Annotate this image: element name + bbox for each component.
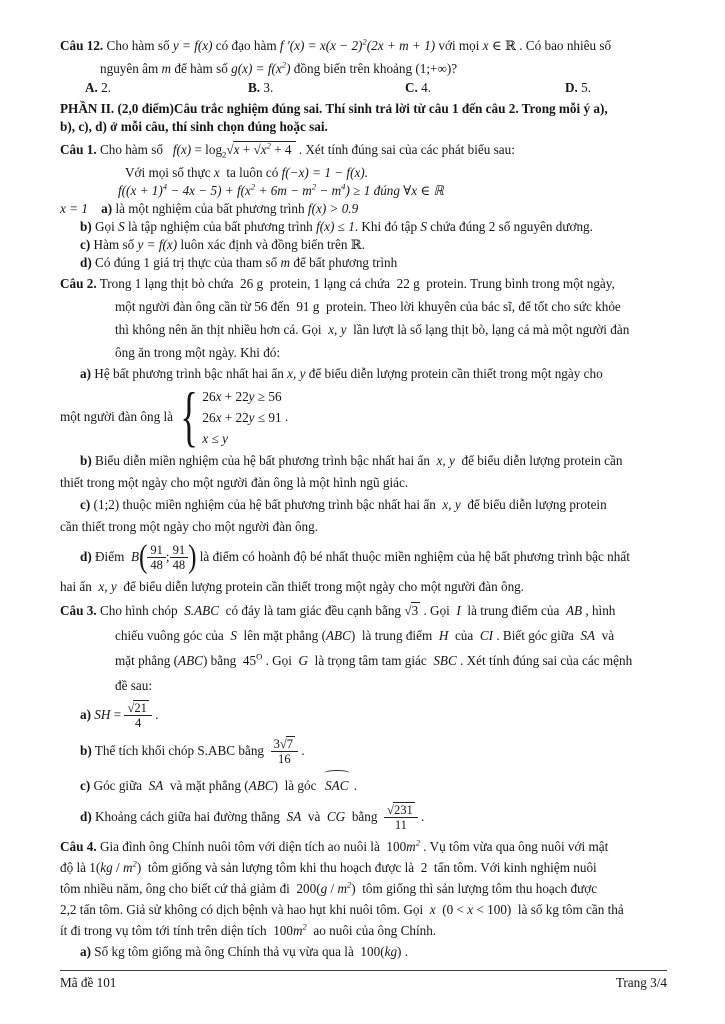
footer-page-number: Trang 3/4 [615,975,667,990]
option-a: A. 2. [85,80,112,95]
question-12-options [60,80,670,100]
question-2-item-c-line-2: cần thiết trong một ngày cho một người đàn ông. [60,519,319,534]
question-4-line-5: ít đi trong vụ tôm tới tính trên diện tích $100m^2$ ao nuôi của ông Chính. [60,921,437,938]
question-3-item-b: b) Thể tích khối chóp S.ABC bằng $\frac{3√7}{16}$ . [80,737,305,767]
question-1-item-b: b) Gọi S là tập nghiệm của bất phương trình f(x) ≤ 1. Khi đó tập S chứa đúng 2 số nguyên dương. [80,219,593,234]
radical-sign-icon: √ [387,803,393,818]
fraction: $\frac{91}{48}$ [170,543,189,572]
question-2-line-2: một người đàn ông cần từ 56 đến 91 g protein. Theo lời khuyên của bác sĩ, để tốt cho sức khỏe [115,299,621,314]
radical-sign-icon: √ [253,142,260,157]
question-2-item-b-line-1: b) Biểu diễn miền nghiệm của hệ bất phương trình bậc nhất hai ẩn x, y để biểu diễn lượng protein cần [80,453,623,468]
question-4-line-2: độ là $1(kg / m^2)$ tôm giống và sản lượng tôm khi thu hoạch được là 2 tấn tôm. Với kinh nghiệm nuôi [60,858,597,875]
question-4-line-4: 2,2 tấn tôm. Giả sử không có dịch bệnh và hao hụt khi nuôi tôm. Gọi x (0 < x < 100) là số kg tôm cần thả [60,902,624,917]
left-brace-icon: { [180,379,199,454]
option-c: C. 4. [405,80,432,95]
question-2-item-d-line-2: hai ẩn x, y để biểu diễn lượng protein cần thiết trong một ngày cho một người đàn ông. [60,579,525,594]
question-3-line-4: đề sau: [115,678,152,693]
fraction: $\frac{3√7}{16}$ [271,737,298,766]
radical-sign-icon: √ [279,737,286,752]
question-1-line-1: Câu 1. Cho hàm số $f(x) = \log_2√x + √x^2 + 4$ . Xét tính đúng sai của các phát biểu sau: [60,136,670,164]
question-2-line-1: Câu 2. Trong 1 lạng thịt bò chứa 26 g protein, 1 lạng cá chứa 22 g protein. Trung bình trong một ngày, [60,276,615,291]
question-2-item-b-line-2: thiết trong một ngày cho một người đàn ông là một hình ngũ giác. [60,475,409,490]
fraction: $\frac{√21}{4}$ [124,701,151,730]
option-d: D. 5. [565,80,592,95]
fraction: $\frac{91}{48}$ [147,543,166,572]
angle-arc: SAC [323,770,350,798]
radical: √3 [404,603,419,618]
question-12-line-1: Câu 12. Cho hàm số y = f(x) có đạo hàm f $'(x) = x(x - 2)^2(2x + m + 1)$ với mọi x ∈ ℝ . Có bao nhiêu số [60,36,612,53]
question-2-item-d-line-1: d) Điểm B( $\frac{91}{48}$ ; $\frac{91}{48}$ ) là điểm có hoành độ bé nhất thuộc miền nghiệm của hệ bất phương trình bậc nhất [80,539,630,575]
question-4-item-a: a) Số kg tôm giống mà ông Chính thả vụ vừa qua là 100(kg) . [80,944,409,959]
question-3-line-2: chiếu vuông góc của S lên mặt phẳng (ABC) là trung điểm H của CI . Biết góc giữa SA và [115,628,615,643]
radical: $√x + √x^2 + 4$ [226,136,295,164]
question-1-item-a: x = 1 a) là một nghiệm của bất phương trình f(x) > 0.9 [60,201,359,216]
question-2-item-a: a) Hệ bất phương trình bậc nhất hai ẩn x, y để biểu diễn lượng protein cần thiết trong một ngày cho [80,366,603,381]
radical: √7 [279,737,294,752]
radical-sign-icon: √ [226,142,233,157]
question-2-item-c-line-1: c) (1;2) thuộc miền nghiệm của hệ bất phương trình bậc nhất hai ẩn x, y để biểu diễn lượng protein [80,497,607,512]
radical: √21 [127,701,147,716]
question-1-line-2: Với mọi số thực x ta luôn có f(−x) = 1 − f(x). [125,165,369,180]
radical: √231 [387,803,413,818]
page-footer [60,970,667,991]
inequality-system: { 26x + 22y ≥ 56 26x + 22y ≤ 91 x ≤ y [180,379,282,454]
question-1-line-3: $f((x + 1)^4 - 4x - 5) + f(x^2 + 6m - m^2 - m^4) \ge 1$ đúng ∀x ∈ ℝ [118,181,444,198]
question-2-line-3: thì không nên ăn thịt nhiều hơn cá. Gọi x, y lần lượt là số lạng thịt bò, lạng cá mà một người đàn [115,322,630,337]
question-4-line-1: Câu 4. Gia đình ông Chính nuôi tôm với diện tích ao nuôi là $100m^2$ . Vụ tôm vừa qua ông nuôi với mật [60,837,609,854]
exam-page [60,34,670,962]
question-3-item-a: a) SH = $\frac{√21}{4}$ . [80,701,159,731]
question-1-item-c: c) Hàm số y = f(x) luôn xác định và đồng biến trên ℝ. [80,237,366,252]
footer-exam-code: Mã đề 101 [60,975,117,990]
question-2-line-4: ông ăn trong một ngày. Khi đó: [115,345,281,360]
radical: $√x^2 + 4$ [253,140,292,157]
question-2-system: một người đàn ông là { 26x + 22y ≥ 56 26x + 22y ≤ 91 x ≤ y . [60,379,289,454]
question-3-item-c: c) Góc giữa SA và mặt phẳng (ABC) là góc SAC . [60,770,670,798]
question-3-line-1: Câu 3. Cho hình chóp S.ABC có đáy là tam giác đều cạnh bằng √3 . Gọi I là trung điểm của AB , hình [60,598,670,623]
radical-sign-icon: √ [127,701,134,716]
fraction: $\frac{√231}{11}$ [384,803,418,832]
question-4-line-3: tôm nhiều năm, ông cho biết cứ thả giảm đi $200(g / m^2)$ tôm giống thì sản lượng tôm thu hoạch được [60,879,598,896]
part-2-heading-line-1: PHẦN II. (2,0 điểm)Câu trắc nghiệm đúng sai. Thí sinh trả lời từ câu 1 đến câu 2. Trong mỗi ý a), [60,101,608,116]
question-3-line-3: mặt phẳng (ABC) bằng $45^O$ . Gọi G là trọng tâm tam giác SBC . Xét tính đúng sai của các mệnh [115,651,633,668]
radical-sign-icon: √ [404,603,411,618]
question-12-line-2: nguyên âm m để hàm số $g(x) = f(x^2)$ đồng biến trên khoảng (1;+∞)? [100,59,458,76]
part-2-heading-line-2: b), c), d) ở mỗi câu, thí sinh chọn đúng hoặc sai. [60,119,328,134]
question-3-item-d: d) Khoảng cách giữa hai đường thẳng SA và CG bằng $\frac{√231}{11}$ . [80,803,425,833]
option-b: B. 3. [248,80,274,95]
question-1-item-d: d) Có đúng 1 giá trị thực của tham số m để bất phương trình [80,255,398,270]
